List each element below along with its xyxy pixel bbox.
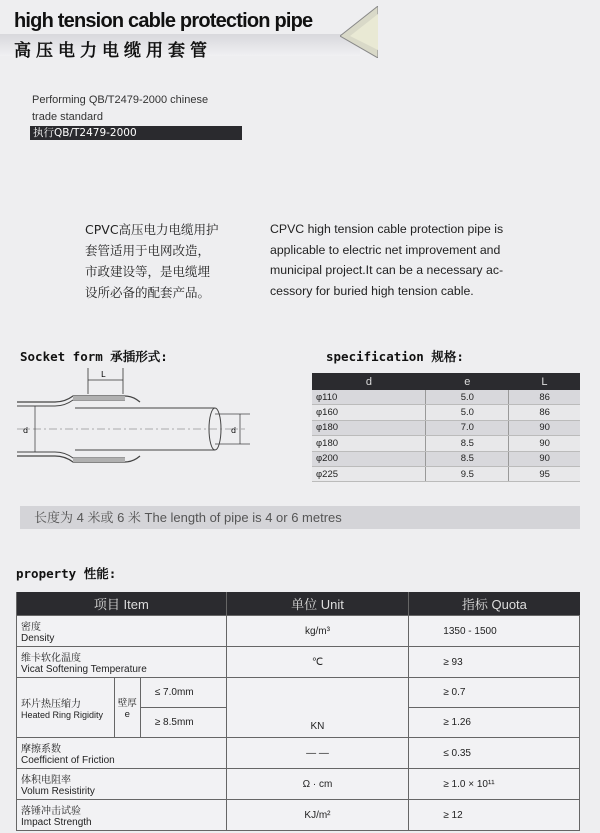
property-unit-cell: Ω · cm	[226, 769, 409, 800]
table-row	[312, 405, 580, 420]
socket-label-d-left: d	[23, 426, 29, 435]
description-en-line: CPVC high tension cable protection pipe is	[270, 222, 504, 236]
specification-title: specification 规格:	[326, 349, 464, 364]
property-header-quota: 指标 Quota	[409, 592, 580, 616]
ring-condition-2: ≥ 8.5mm	[140, 708, 226, 738]
property-item-cell	[17, 647, 227, 678]
property-item-cn: 落锤冲击试验	[21, 806, 81, 817]
table-row	[312, 451, 580, 466]
spec-cell: 90	[509, 451, 580, 466]
description-chinese	[85, 219, 255, 303]
property-header-unit: 单位 Unit	[226, 592, 409, 616]
corner-triangle-icon	[340, 6, 378, 58]
standard-line-1: Performing QB/T2479-2000 chinese	[32, 94, 209, 106]
description-cn-line: CPVC高压电力电缆用护	[85, 222, 219, 237]
property-item-en: Volum Resistirity	[21, 786, 95, 797]
description-en-line: applicable to electric net improvement and	[270, 242, 501, 257]
property-item-en: Density	[21, 633, 55, 644]
table-row	[312, 466, 580, 481]
table-row	[312, 420, 580, 435]
spec-cell: φ225	[312, 466, 426, 481]
wall-thickness-label: 壁厚	[117, 698, 137, 709]
spec-cell: φ110	[312, 390, 426, 405]
property-quota-cell: ≥ 0.7	[409, 678, 580, 708]
page-title-chinese: 高压电力电缆用套管	[14, 41, 212, 61]
spec-header-e: e	[426, 373, 509, 390]
property-unit-cell	[226, 678, 409, 738]
property-item-cell	[17, 678, 115, 738]
property-item-en: Impact Strength	[21, 817, 92, 828]
property-item-en: Vicat Softening Temperature	[21, 664, 147, 675]
socket-label-d-right: d	[231, 426, 237, 435]
pipe-length-note: 长度为 4 米或 6 米 The length of pipe is 4 or 6 metres	[20, 506, 580, 529]
description-en-line: cessory for buried high tension cable.	[270, 283, 474, 298]
spec-cell: 95	[509, 466, 580, 481]
table-row	[17, 616, 580, 647]
table-row	[17, 738, 580, 769]
property-title: property 性能:	[16, 566, 117, 581]
property-item-en: Coefficient of Friction	[21, 755, 115, 766]
table-row	[17, 647, 580, 678]
property-quota-cell: ≥ 12	[409, 800, 580, 831]
spec-cell: 7.0	[426, 420, 509, 435]
property-item-cell	[17, 738, 227, 769]
property-item-cn: 体积电阻率	[21, 775, 71, 786]
spec-cell: 90	[509, 436, 580, 451]
property-unit-cell: ℃	[226, 647, 409, 678]
description-en-line: municipal project.It can be a necessary ac-	[270, 263, 504, 277]
standard-line-2: trade standard	[32, 111, 103, 123]
spec-cell: 9.5	[426, 466, 509, 481]
property-item-cn: 摩擦系数	[21, 744, 61, 755]
property-item-en: Heated Ring Rigidity	[21, 710, 104, 720]
table-row	[312, 436, 580, 451]
spec-cell: φ200	[312, 451, 426, 466]
spec-cell: 8.5	[426, 436, 509, 451]
ring-condition-1: ≤ 7.0mm	[140, 678, 226, 708]
socket-pipe-drawing	[15, 366, 260, 471]
spec-cell: 5.0	[426, 405, 509, 420]
description-english	[270, 219, 532, 301]
spec-cell: φ180	[312, 420, 426, 435]
table-row	[17, 800, 580, 831]
property-quota-cell: ≥ 1.26	[409, 708, 580, 738]
spec-cell: φ180	[312, 436, 426, 451]
property-quota-cell: 1350 - 1500	[409, 616, 580, 647]
description-cn-line: 设所必备的配套产品。	[85, 285, 211, 300]
property-quota-cell: ≥ 1.0 × 10¹¹	[409, 769, 580, 800]
table-row	[17, 678, 580, 708]
description-cn-line: 市政建设等，是电缆埋	[85, 264, 211, 279]
spec-header-L: L	[509, 373, 580, 390]
spec-cell: 86	[509, 390, 580, 405]
spec-cell: 86	[509, 405, 580, 420]
page-title: high tension cable protection pipe	[14, 10, 313, 32]
property-item-cell	[17, 616, 227, 647]
property-item-cn: 密度	[21, 622, 41, 633]
standard-bar: 执行QB/T2479-2000	[30, 126, 242, 140]
spec-cell: φ160	[312, 405, 426, 420]
socket-label-L: L	[101, 370, 106, 379]
wall-thickness-cell	[114, 678, 140, 738]
property-unit-cell: KJ/m²	[226, 800, 409, 831]
ring-unit: KN	[310, 721, 325, 732]
spec-cell: 8.5	[426, 451, 509, 466]
property-header-item: 项目 Item	[17, 592, 227, 616]
property-quota-cell: ≤ 0.35	[409, 738, 580, 769]
property-unit-cell: — —	[226, 738, 409, 769]
description-cn-line: 套管适用于电网改造，	[85, 243, 211, 258]
wall-thickness-symbol: e	[124, 709, 130, 720]
property-item-cn: 维卡软化温度	[21, 653, 81, 664]
socket-form-title: Socket form 承插形式:	[20, 349, 168, 364]
spec-cell: 5.0	[426, 390, 509, 405]
table-row	[312, 390, 580, 405]
property-item-cn: 环片热压缩力	[21, 699, 81, 710]
property-item-cell	[17, 800, 227, 831]
property-unit-cell: kg/m³	[226, 616, 409, 647]
property-table	[16, 592, 580, 831]
standard-text	[32, 92, 252, 126]
property-item-cell	[17, 769, 227, 800]
property-quota-cell: ≥ 93	[409, 647, 580, 678]
table-row	[17, 769, 580, 800]
specification-table	[312, 373, 580, 482]
spec-cell: 90	[509, 420, 580, 435]
spec-header-d: d	[312, 373, 426, 390]
